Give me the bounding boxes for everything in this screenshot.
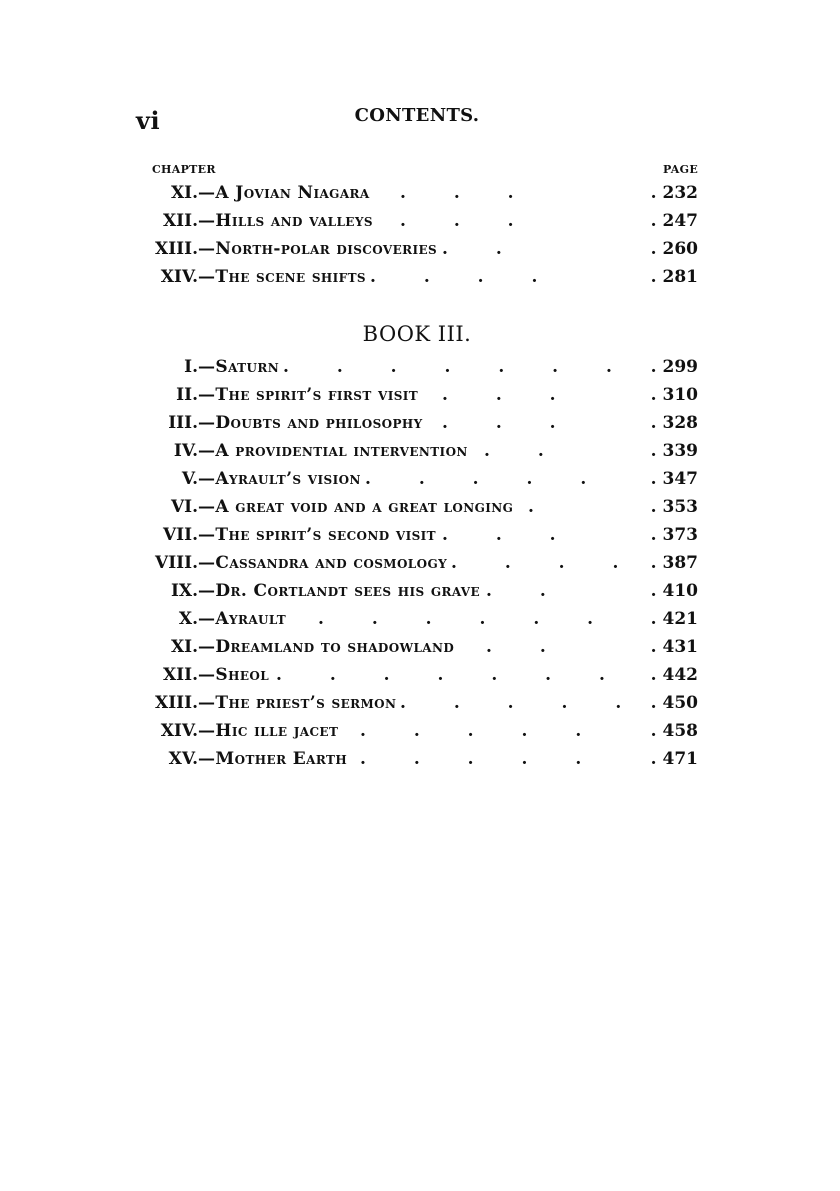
chapter-number: XIV. [160,721,198,741]
page-ref: . 353 [650,497,698,517]
chapter-number: XI. [170,183,198,203]
page-ref: . 471 [650,749,698,769]
chapter-title: —Cassandra and cosmology [198,553,448,573]
chapter-title: —Ayrault [198,609,287,629]
chapter-title: —A providential intervention [198,441,468,461]
toc-entry [0,441,840,469]
chapter-number: VI. [170,497,198,517]
leader-dots: . . . . [451,553,640,573]
leader-dots: . . . [400,183,535,203]
page-ref: . 410 [650,581,698,601]
chapter-number: III. [168,413,198,433]
chapter-title: —Ayrault’s vision [198,469,361,489]
chapter-title: —Hills and valleys [198,211,373,231]
chapter-title: —The priest’s sermon [198,693,397,713]
toc-entry [0,581,840,609]
leader-dots: . . . [400,211,535,231]
chapter-number: XIV. [160,267,198,287]
leader-dots: . . . . . [365,469,608,489]
toc-entry [0,413,840,441]
chapter-title: —The spirit’s second visit [198,525,437,545]
toc-entry [0,211,840,239]
toc-entry [0,525,840,553]
chapter-number: XII. [162,211,198,231]
page-ref: . 328 [650,413,698,433]
page-ref: . 281 [650,267,698,287]
chapter-number: VIII. [155,553,198,573]
page-ref: . 373 [650,525,698,545]
leader-dots: . . . [442,385,577,405]
page-ref: . 347 [650,469,698,489]
chapter-column-heading: CHAPTER [152,163,216,176]
chapter-number: XV. [168,749,198,769]
page-ref: . 421 [650,609,698,629]
toc-entry [0,239,840,267]
chapter-number: I. [184,357,198,377]
chapter-number: V. [181,469,198,489]
leader-dots: . . . . . [400,693,643,713]
page-ref: . 247 [650,211,698,231]
leader-dots: . . [484,441,565,461]
chapter-number: X. [178,609,198,629]
toc-entry [0,609,840,637]
chapter-number: XI. [170,637,198,657]
page-ref: . 299 [650,357,698,377]
chapter-title: —Saturn [198,357,280,377]
chapter-number: XII. [162,665,198,685]
toc-entry [0,749,840,777]
chapter-title: —North-polar discoveries [198,239,438,259]
chapter-title: —Mother Earth [198,749,348,769]
chapter-title: —A Jovian Niagara [198,183,370,203]
book-heading: BOOK III. [362,322,472,346]
page-ref: . 260 [650,239,698,259]
leader-dots: . . [442,239,523,259]
chapter-number: IV. [173,441,198,461]
chapter-number: XIII. [155,693,198,713]
toc-entry [0,469,840,497]
page-column-heading: PAGE [663,163,698,176]
chapter-title: —Dr. Cortlandt sees his grave [198,581,480,601]
toc-entry [0,497,840,525]
toc-entry [0,637,840,665]
page-ref: . 310 [650,385,698,405]
toc-entry [0,267,840,295]
leader-dots: . . . . . [360,749,603,769]
leader-dots: . . [486,581,567,601]
chapter-number: IX. [170,581,198,601]
chapter-title: —Doubts and philosophy [198,413,423,433]
leader-dots: . . . . . . . [276,665,626,685]
chapter-title: —Sheol [198,665,270,685]
toc-entry [0,553,840,581]
page-ref: . 442 [650,665,698,685]
page-number: vi [136,106,161,135]
toc-entry [0,693,840,721]
page-ref: . 232 [650,183,698,203]
chapter-title: —The scene shifts [198,267,366,287]
toc-entry [0,357,840,385]
page-ref: . 339 [650,441,698,461]
chapter-title: —Dreamland to shadowland [198,637,455,657]
chapter-title: —A great void and a great longing [198,497,514,517]
toc-entry [0,183,840,211]
leader-dots: . . . [442,525,577,545]
running-head: CONTENTS. [354,105,480,126]
page-ref: . 450 [650,693,698,713]
leader-dots: . . [486,637,567,657]
toc-entry [0,665,840,693]
chapter-number: II. [176,385,198,405]
leader-dots: . . . [442,413,577,433]
leader-dots: . . . . . . [318,609,615,629]
page-ref: . 458 [650,721,698,741]
toc-entry [0,721,840,749]
page-ref: . 431 [650,637,698,657]
chapter-title: —Hic ille jacet [198,721,339,741]
chapter-number: XIII. [155,239,198,259]
leader-dots: . . . . . . . [283,357,633,377]
toc-entry [0,385,840,413]
leader-dots: . [528,497,555,517]
page-ref: . 387 [650,553,698,573]
chapter-title: —The spirit’s first visit [198,385,419,405]
leader-dots: . . . . . [360,721,603,741]
leader-dots: . . . . [370,267,559,287]
chapter-number: VII. [162,525,198,545]
